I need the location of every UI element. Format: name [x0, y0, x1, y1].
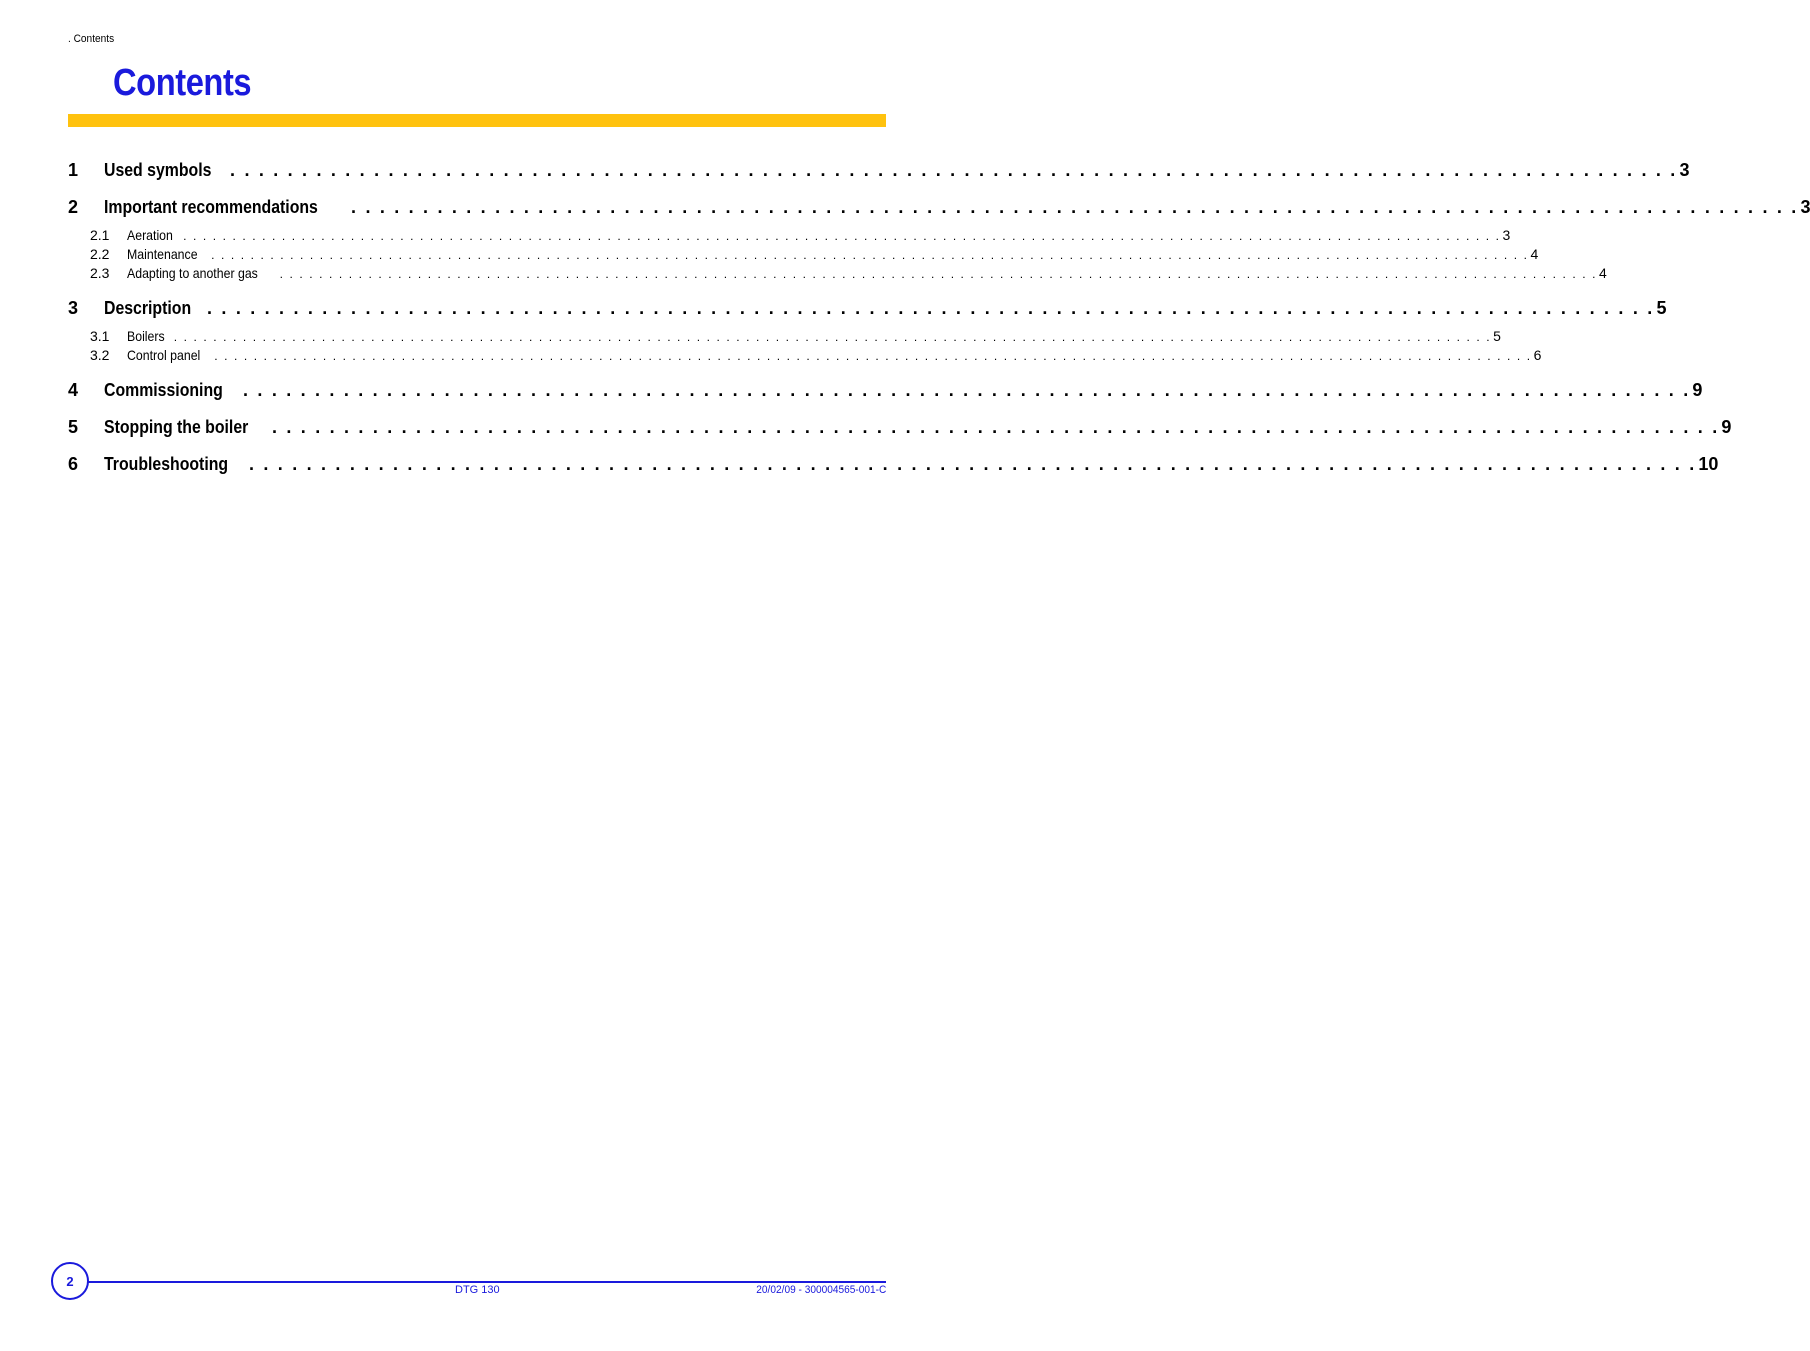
toc-entry-label: Stopping the boiler — [104, 417, 249, 437]
toc-entry-page: 6 — [1533, 347, 1542, 363]
toc-entry-page: 3 — [1502, 227, 1511, 243]
dot-leader: . . . . . . . . . . . . . . . . . . . . . . . . . . . . . . . . . . . . . . . . . . . . . . . . . . . . . . . . . . . . . . . . . . . . . . . . . . . . . . . . . . . . . . . . . . . . . . . . . . . . . — [272, 417, 1720, 437]
toc-entry-label: Used symbols — [104, 160, 212, 180]
page-number-badge: 2 — [51, 1262, 89, 1300]
toc-entry-1[interactable] — [68, 160, 1690, 184]
dot-leader: . . . . . . . . . . . . . . . . . . . . . . . . . . . . . . . . . . . . . . . . . . . . . . . . . . . . . . . . . . . . . . . . . . . . . . . . . . . . . . . . . . . . . . . . . . . . . . . . . . . . . . . . . . . . . . . . . . . . . . . . . . . . . . . . . . . . . . — [211, 248, 1529, 262]
toc-entry-3-2[interactable] — [68, 347, 1542, 366]
toc-entry-page: 9 — [1721, 417, 1732, 437]
toc-entry-2[interactable] — [68, 197, 1810, 221]
toc-entry-page: 3 — [1800, 197, 1810, 217]
toc-entry-2-3[interactable] — [68, 265, 1607, 284]
toc-entry-page: 5 — [1656, 298, 1667, 318]
toc-entry-label: Commissioning — [104, 380, 223, 400]
toc-entry-page: 4 — [1599, 265, 1607, 281]
dot-leader: . . . . . . . . . . . . . . . . . . . . . . . . . . . . . . . . . . . . . . . . . . . . . . . . . . . . . . . . . . . . . . . . . . . . . . . . . . . . . . . . . . . . . . . . . . . . . . . . . . . . . — [243, 380, 1691, 400]
toc-entry-3-1[interactable] — [68, 328, 1501, 347]
toc-entry-number: 5 — [68, 417, 79, 437]
toc-entry-6[interactable] — [68, 454, 1719, 478]
toc-entry-label: Control panel — [127, 347, 201, 363]
toc-entry-label: Boilers — [127, 328, 165, 344]
toc-entry-label: Aeration — [127, 227, 173, 243]
toc-entry-4[interactable] — [68, 380, 1703, 404]
toc-entry-number: 2.1 — [90, 227, 110, 243]
dot-leader: . . . . . . . . . . . . . . . . . . . . . . . . . . . . . . . . . . . . . . . . . . . . . . . . . . . . . . . . . . . . . . . . . . . . . . . . . . . . . . . . . . . . . . . . . . . . . . . . . . . . . — [249, 454, 1697, 474]
toc-entry-number: 2 — [68, 197, 79, 217]
toc-entry-page: 3 — [1679, 160, 1690, 180]
toc-entry-3[interactable] — [68, 298, 1667, 322]
toc-entry-label: Adapting to another gas — [127, 265, 258, 281]
dot-leader: . . . . . . . . . . . . . . . . . . . . . . . . . . . . . . . . . . . . . . . . . . . . . . . . . . . . . . . . . . . . . . . . . . . . . . . . . . . . . . . . . . . . . . . . . . . . . . . . . . . . . — [207, 298, 1655, 318]
toc-entry-page: 10 — [1698, 454, 1719, 474]
toc-entry-number: 6 — [68, 454, 79, 474]
toc-entry-label: Troubleshooting — [104, 454, 229, 474]
toc-entry-number: 2.3 — [90, 265, 110, 281]
toc-entry-page: 9 — [1692, 380, 1703, 400]
toc-entry-2-1[interactable] — [68, 227, 1511, 246]
toc-entry-number: 1 — [68, 160, 79, 180]
footer-document-name: DTG 130 — [455, 1284, 500, 1296]
toc-entry-label: Important recommendations — [104, 197, 318, 217]
toc-entry-number: 3.1 — [90, 328, 110, 344]
toc-entry-number: 3 — [68, 298, 79, 318]
toc-entry-number: 4 — [68, 380, 79, 400]
dot-leader: . . . . . . . . . . . . . . . . . . . . . . . . . . . . . . . . . . . . . . . . . . . . . . . . . . . . . . . . . . . . . . . . . . . . . . . . . . . . . . . . . . . . . . . . . . . . . . . . . . . . . . . . . . . . . . . . . . . . . . . . . . . . . . . . . . . . . . — [173, 330, 1492, 344]
toc-entry-label: Maintenance — [127, 246, 198, 262]
footer-rule — [86, 1281, 886, 1283]
running-head: . Contents — [68, 33, 115, 45]
dot-leader: . . . . . . . . . . . . . . . . . . . . . . . . . . . . . . . . . . . . . . . . . . . . . . . . . . . . . . . . . . . . . . . . . . . . . . . . . . . . . . . . . . . . . . . . . . . . . . . . . . . . . — [230, 160, 1678, 180]
footer-reference: 20/02/09 - 300004565-001-C — [756, 1284, 886, 1296]
page-title: Contents — [113, 62, 252, 104]
dot-leader: . . . . . . . . . . . . . . . . . . . . . . . . . . . . . . . . . . . . . . . . . . . . . . . . . . . . . . . . . . . . . . . . . . . . . . . . . . . . . . . . . . . . . . . . . . . . . . . . . . . . . . . . . . . . . . . . . . . . . . . . . . . . . . . . . . . . . . — [214, 349, 1532, 363]
toc-entry-number: 2.2 — [90, 246, 110, 262]
dot-leader: . . . . . . . . . . . . . . . . . . . . . . . . . . . . . . . . . . . . . . . . . . . . . . . . . . . . . . . . . . . . . . . . . . . . . . . . . . . . . . . . . . . . . . . . . . . . . . . . . . . . . — [351, 197, 1799, 217]
toc-entry-page: 4 — [1530, 246, 1539, 262]
toc-entry-page: 5 — [1493, 328, 1501, 344]
toc-entry-label: Description — [104, 298, 192, 318]
toc-entry-number: 3.2 — [90, 347, 110, 363]
toc-entry-2-2[interactable] — [68, 246, 1539, 265]
toc-entry-5[interactable] — [68, 417, 1732, 441]
dot-leader: . . . . . . . . . . . . . . . . . . . . . . . . . . . . . . . . . . . . . . . . . . . . . . . . . . . . . . . . . . . . . . . . . . . . . . . . . . . . . . . . . . . . . . . . . . . . . . . . . . . . . . . . . . . . . . . . . . . . . . . . . . . . . . . . . . . . . . — [183, 229, 1501, 243]
title-accent-bar — [68, 114, 886, 127]
dot-leader: . . . . . . . . . . . . . . . . . . . . . . . . . . . . . . . . . . . . . . . . . . . . . . . . . . . . . . . . . . . . . . . . . . . . . . . . . . . . . . . . . . . . . . . . . . . . . . . . . . . . . . . . . . . . . . . . . . . . . . . . . . . . . . . . . . . . . . — [279, 267, 1598, 281]
